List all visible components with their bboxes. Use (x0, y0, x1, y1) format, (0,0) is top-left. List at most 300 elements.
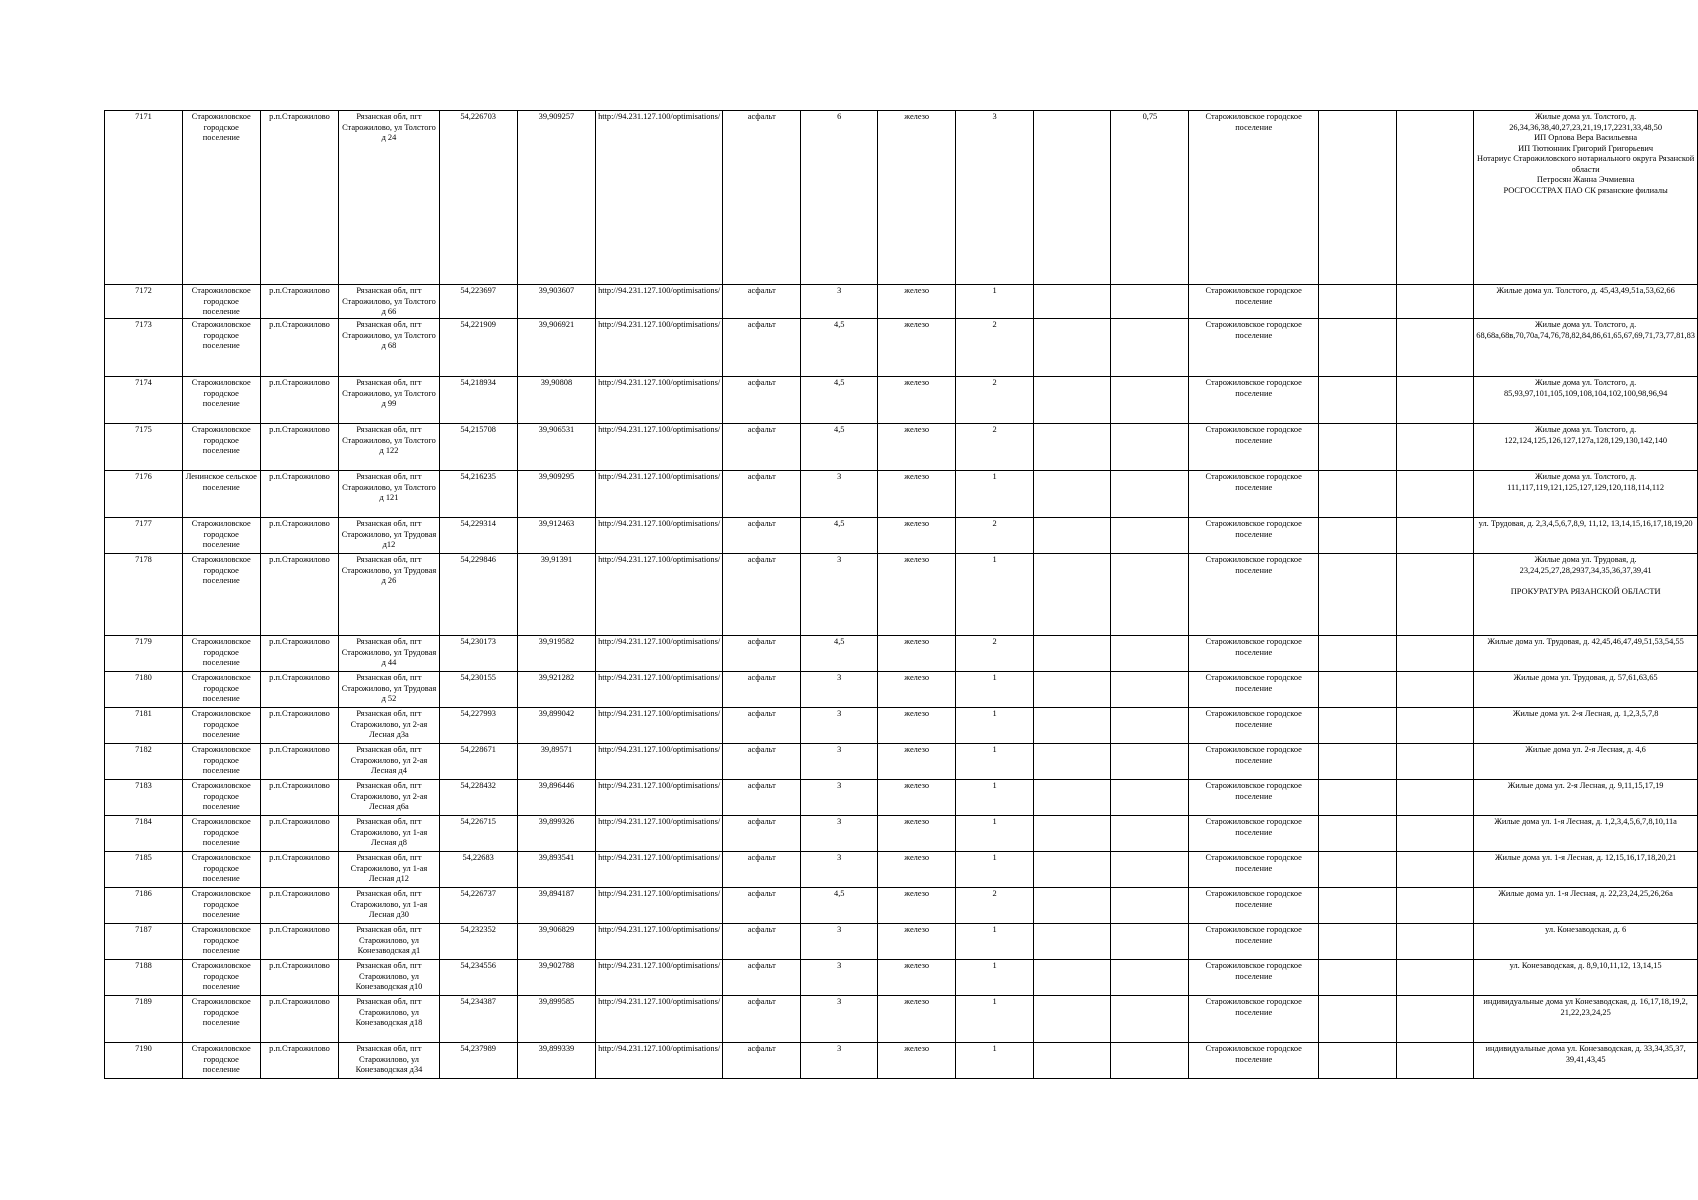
address-cell: Рязанская обл, пгт Старожилово, ул Толстого д 121 (339, 471, 439, 518)
surface-cell: асфальт (723, 377, 801, 424)
empty-cell (1396, 996, 1474, 1043)
table-row (105, 996, 1698, 1043)
empty-cell (1319, 924, 1397, 960)
address-cell: Рязанская обл, пгт Старожилово, ул Толстого д 68 (339, 319, 439, 377)
locality-cell: р.п.Старожилово (260, 518, 339, 554)
address-cell: Рязанская обл, пгт Старожилово, ул Конезаводская д1 (339, 924, 439, 960)
empty-cell (1033, 424, 1111, 471)
locality-cell: р.п.Старожилово (260, 960, 339, 996)
empty-cell (1396, 888, 1474, 924)
address-cell: Рязанская обл, пгт Старожилово, ул Толстого д 24 (339, 111, 439, 285)
table-row (105, 924, 1698, 960)
material-cell: железо (878, 319, 956, 377)
surface-cell: асфальт (723, 518, 801, 554)
table-row (105, 672, 1698, 708)
latitude-cell: 54,237989 (439, 1043, 517, 1079)
area-cell: 3 (801, 816, 878, 852)
area-cell: 4,5 (801, 888, 878, 924)
containers-count-cell: 1 (956, 708, 1034, 744)
surface-cell: асфальт (723, 471, 801, 518)
area-cell: 3 (801, 672, 878, 708)
table-row (105, 780, 1698, 816)
longitude-cell: 39,906829 (517, 924, 595, 960)
locality-cell: р.п.Старожилово (260, 672, 339, 708)
empty-cell (1319, 852, 1397, 888)
table-row (105, 888, 1698, 924)
owner-cell: Старожиловское городское поселение (1189, 636, 1319, 672)
empty-cell (1319, 780, 1397, 816)
empty-cell (1033, 319, 1111, 377)
owner-cell: Старожиловское городское поселение (1189, 960, 1319, 996)
surface-cell: асфальт (723, 816, 801, 852)
material-cell: железо (878, 554, 956, 636)
locality-cell: р.п.Старожилово (260, 554, 339, 636)
longitude-cell: 39,91391 (517, 554, 595, 636)
containers-count-cell: 1 (956, 960, 1034, 996)
waste-sources-cell: Жилые дома ул. Толстого, д. 122,124,125,126,127,127а,128,129,130,142,140 (1474, 424, 1698, 471)
locality-cell: р.п.Старожилово (260, 424, 339, 471)
material-cell: железо (878, 672, 956, 708)
url-cell: http://94.231.127.100/optimisations/ (596, 708, 723, 744)
settlement-cell: Старожиловское городское поселение (182, 960, 260, 996)
table-row (105, 816, 1698, 852)
area-cell: 3 (801, 708, 878, 744)
url-cell: http://94.231.127.100/optimisations/ (596, 1043, 723, 1079)
owner-cell: Старожиловское городское поселение (1189, 518, 1319, 554)
row-id-cell: 7173 (105, 319, 183, 377)
locality-cell: р.п.Старожилово (260, 636, 339, 672)
locality-cell: р.п.Старожилово (260, 816, 339, 852)
settlement-cell: Старожиловское городское поселение (182, 377, 260, 424)
empty-cell (1319, 672, 1397, 708)
table-row (105, 518, 1698, 554)
empty-cell (1033, 852, 1111, 888)
surface-cell: асфальт (723, 285, 801, 319)
longitude-cell: 39,90808 (517, 377, 595, 424)
waste-sources-cell: ул. Трудовая, д. 2,3,4,5,6,7,8,9, 11,12, 13,14,15,16,17,18,19,20 (1474, 518, 1698, 554)
address-cell: Рязанская обл, пгт Старожилово, ул 1-ая Лесная д30 (339, 888, 439, 924)
url-cell: http://94.231.127.100/optimisations/ (596, 424, 723, 471)
empty-cell (1396, 111, 1474, 285)
empty-cell (1319, 1043, 1397, 1079)
material-cell: железо (878, 996, 956, 1043)
url-cell: http://94.231.127.100/optimisations/ (596, 377, 723, 424)
settlement-cell: Старожиловское городское поселение (182, 319, 260, 377)
locality-cell: р.п.Старожилово (260, 1043, 339, 1079)
empty-cell (1033, 744, 1111, 780)
waste-sources-cell: Жилые дома ул. 2-я Лесная, д. 1,2,3,5,7,8 (1474, 708, 1698, 744)
empty-cell (1319, 518, 1397, 554)
longitude-cell: 39,909295 (517, 471, 595, 518)
table-row (105, 424, 1698, 471)
longitude-cell: 39,902788 (517, 960, 595, 996)
empty-cell (1033, 518, 1111, 554)
latitude-cell: 54,226715 (439, 816, 517, 852)
area-cell: 3 (801, 852, 878, 888)
surface-cell: асфальт (723, 672, 801, 708)
waste-sources-cell: Жилые дома ул. 1-я Лесная, д. 1,2,3,4,5,6,7,8,10,11а (1474, 816, 1698, 852)
row-id-cell: 7190 (105, 1043, 183, 1079)
longitude-cell: 39,906921 (517, 319, 595, 377)
latitude-cell: 54,232352 (439, 924, 517, 960)
empty-cell (1033, 708, 1111, 744)
empty-cell (1396, 960, 1474, 996)
url-cell: http://94.231.127.100/optimisations/ (596, 852, 723, 888)
waste-sources-cell: Жилые дома ул. Толстого, д. 85,93,97,101,105,109,108,104,102,100,98,96,94 (1474, 377, 1698, 424)
material-cell: железо (878, 708, 956, 744)
containers-count-cell: 1 (956, 471, 1034, 518)
owner-cell: Старожиловское городское поселение (1189, 708, 1319, 744)
row-id-cell: 7178 (105, 554, 183, 636)
area-cell: 4,5 (801, 424, 878, 471)
empty-cell (1033, 377, 1111, 424)
containers-count-cell: 2 (956, 424, 1034, 471)
settlement-cell: Старожиловское городское поселение (182, 1043, 260, 1079)
area-cell: 3 (801, 471, 878, 518)
settlement-cell: Старожиловское городское поселение (182, 285, 260, 319)
locality-cell: р.п.Старожилово (260, 111, 339, 285)
volume-cell (1111, 319, 1189, 377)
owner-cell: Старожиловское городское поселение (1189, 816, 1319, 852)
area-cell: 3 (801, 780, 878, 816)
row-id-cell: 7180 (105, 672, 183, 708)
containers-count-cell: 2 (956, 319, 1034, 377)
empty-cell (1319, 996, 1397, 1043)
surface-cell: асфальт (723, 996, 801, 1043)
row-id-cell: 7188 (105, 960, 183, 996)
settlement-cell: Старожиловское городское поселение (182, 888, 260, 924)
table-row (105, 852, 1698, 888)
surface-cell: асфальт (723, 780, 801, 816)
table-row (105, 744, 1698, 780)
empty-cell (1033, 554, 1111, 636)
latitude-cell: 54,226703 (439, 111, 517, 285)
settlement-cell: Старожиловское городское поселение (182, 111, 260, 285)
surface-cell: асфальт (723, 708, 801, 744)
waste-sources-cell: Жилые дома ул. Толстого, д. 68,68а,68в,70,70а,74,76,78,82,84,86,61,65,67,69,71,73,77,81,83 (1474, 319, 1698, 377)
containers-count-cell: 1 (956, 285, 1034, 319)
volume-cell (1111, 708, 1189, 744)
url-cell: http://94.231.127.100/optimisations/ (596, 816, 723, 852)
empty-cell (1319, 424, 1397, 471)
url-cell: http://94.231.127.100/optimisations/ (596, 960, 723, 996)
address-cell: Рязанская обл, пгт Старожилово, ул 2-ая Лесная д3а (339, 708, 439, 744)
table-row (105, 708, 1698, 744)
longitude-cell: 39,899339 (517, 1043, 595, 1079)
empty-cell (1319, 111, 1397, 285)
owner-cell: Старожиловское городское поселение (1189, 424, 1319, 471)
containers-count-cell: 2 (956, 518, 1034, 554)
empty-cell (1396, 780, 1474, 816)
table-row (105, 1043, 1698, 1079)
locality-cell: р.п.Старожилово (260, 744, 339, 780)
volume-cell (1111, 924, 1189, 960)
row-id-cell: 7172 (105, 285, 183, 319)
latitude-cell: 54,223697 (439, 285, 517, 319)
locality-cell: р.п.Старожилово (260, 319, 339, 377)
row-id-cell: 7184 (105, 816, 183, 852)
settlement-cell: Старожиловское городское поселение (182, 518, 260, 554)
material-cell: железо (878, 1043, 956, 1079)
settlement-cell: Старожиловское городское поселение (182, 780, 260, 816)
address-cell: Рязанская обл, пгт Старожилово, ул 1-ая Лесная д8 (339, 816, 439, 852)
empty-cell (1033, 816, 1111, 852)
row-id-cell: 7174 (105, 377, 183, 424)
material-cell: железо (878, 924, 956, 960)
surface-cell: асфальт (723, 744, 801, 780)
longitude-cell: 39,893541 (517, 852, 595, 888)
settlement-cell: Старожиловское городское поселение (182, 852, 260, 888)
material-cell: железо (878, 285, 956, 319)
empty-cell (1396, 708, 1474, 744)
empty-cell (1396, 1043, 1474, 1079)
containers-count-cell: 1 (956, 672, 1034, 708)
surface-cell: асфальт (723, 960, 801, 996)
empty-cell (1396, 816, 1474, 852)
volume-cell (1111, 518, 1189, 554)
url-cell: http://94.231.127.100/optimisations/ (596, 780, 723, 816)
waste-sources-cell: индивидуальные дома ул. Конезаводская, д. 33,34,35,37, 39,41,43,45 (1474, 1043, 1698, 1079)
empty-cell (1319, 636, 1397, 672)
owner-cell: Старожиловское городское поселение (1189, 1043, 1319, 1079)
table-row (105, 111, 1698, 285)
waste-sources-cell: Жилые дома ул. Трудовая, д. 42,45,46,47,49,51,53,54,55 (1474, 636, 1698, 672)
latitude-cell: 54,229846 (439, 554, 517, 636)
latitude-cell: 54,215708 (439, 424, 517, 471)
volume-cell (1111, 816, 1189, 852)
volume-cell (1111, 888, 1189, 924)
row-id-cell: 7175 (105, 424, 183, 471)
material-cell: железо (878, 424, 956, 471)
url-cell: http://94.231.127.100/optimisations/ (596, 744, 723, 780)
containers-count-cell: 2 (956, 636, 1034, 672)
empty-cell (1033, 111, 1111, 285)
longitude-cell: 39,89571 (517, 744, 595, 780)
area-cell: 3 (801, 554, 878, 636)
containers-count-cell: 1 (956, 744, 1034, 780)
address-cell: Рязанская обл, пгт Старожилово, ул Толстого д 122 (339, 424, 439, 471)
empty-cell (1319, 708, 1397, 744)
volume-cell (1111, 471, 1189, 518)
url-cell: http://94.231.127.100/optimisations/ (596, 636, 723, 672)
material-cell: железо (878, 518, 956, 554)
waste-sources-cell: индивидуальные дома ул Конезаводская, д. 16,17,18,19,2, 21,22,23,24,25 (1474, 996, 1698, 1043)
latitude-cell: 54,226737 (439, 888, 517, 924)
longitude-cell: 39,899042 (517, 708, 595, 744)
latitude-cell: 54,230155 (439, 672, 517, 708)
address-cell: Рязанская обл, пгт Старожилово, ул Толстого д 66 (339, 285, 439, 319)
longitude-cell: 39,894187 (517, 888, 595, 924)
url-cell: http://94.231.127.100/optimisations/ (596, 285, 723, 319)
containers-count-cell: 1 (956, 996, 1034, 1043)
waste-sources-cell: Жилые дома ул. Толстого, д. 45,43,49,51а,53,62,66 (1474, 285, 1698, 319)
waste-sources-cell: Жилые дома ул. 2-я Лесная, д. 9,11,15,17,19 (1474, 780, 1698, 816)
empty-cell (1033, 636, 1111, 672)
waste-sources-cell: Жилые дома ул. 1-я Лесная, д. 22,23,24,25,26,26а (1474, 888, 1698, 924)
empty-cell (1033, 672, 1111, 708)
latitude-cell: 54,216235 (439, 471, 517, 518)
row-id-cell: 7181 (105, 708, 183, 744)
material-cell: железо (878, 744, 956, 780)
owner-cell: Старожиловское городское поселение (1189, 471, 1319, 518)
locality-cell: р.п.Старожилово (260, 285, 339, 319)
owner-cell: Старожиловское городское поселение (1189, 996, 1319, 1043)
area-cell: 4,5 (801, 319, 878, 377)
empty-cell (1396, 924, 1474, 960)
row-id-cell: 7186 (105, 888, 183, 924)
owner-cell: Старожиловское городское поселение (1189, 672, 1319, 708)
empty-cell (1396, 285, 1474, 319)
longitude-cell: 39,896446 (517, 780, 595, 816)
containers-count-cell: 2 (956, 377, 1034, 424)
url-cell: http://94.231.127.100/optimisations/ (596, 319, 723, 377)
volume-cell (1111, 636, 1189, 672)
latitude-cell: 54,230173 (439, 636, 517, 672)
empty-cell (1033, 924, 1111, 960)
area-cell: 3 (801, 960, 878, 996)
containers-count-cell: 1 (956, 554, 1034, 636)
owner-cell: Старожиловское городское поселение (1189, 319, 1319, 377)
latitude-cell: 54,228432 (439, 780, 517, 816)
address-cell: Рязанская обл, пгт Старожилово, ул 2-ая Лесная д4 (339, 744, 439, 780)
containers-count-cell: 1 (956, 816, 1034, 852)
row-id-cell: 7189 (105, 996, 183, 1043)
area-cell: 3 (801, 924, 878, 960)
waste-sources-cell: Жилые дома ул. 1-я Лесная, д. 12,15,16,17,18,20,21 (1474, 852, 1698, 888)
area-cell: 6 (801, 111, 878, 285)
latitude-cell: 54,228671 (439, 744, 517, 780)
longitude-cell: 39,919582 (517, 636, 595, 672)
owner-cell: Старожиловское городское поселение (1189, 285, 1319, 319)
url-cell: http://94.231.127.100/optimisations/ (596, 111, 723, 285)
area-cell: 3 (801, 285, 878, 319)
settlement-cell: Старожиловское городское поселение (182, 672, 260, 708)
containers-count-cell: 3 (956, 111, 1034, 285)
volume-cell (1111, 1043, 1189, 1079)
surface-cell: асфальт (723, 319, 801, 377)
surface-cell: асфальт (723, 888, 801, 924)
table-row (105, 636, 1698, 672)
container-sites-table (104, 110, 1698, 1079)
empty-cell (1396, 554, 1474, 636)
empty-cell (1396, 518, 1474, 554)
volume-cell (1111, 996, 1189, 1043)
containers-count-cell: 2 (956, 888, 1034, 924)
locality-cell: р.п.Старожилово (260, 924, 339, 960)
latitude-cell: 54,218934 (439, 377, 517, 424)
table-row (105, 960, 1698, 996)
empty-cell (1396, 636, 1474, 672)
containers-count-cell: 1 (956, 924, 1034, 960)
locality-cell: р.п.Старожилово (260, 708, 339, 744)
settlement-cell: Старожиловское городское поселение (182, 424, 260, 471)
address-cell: Рязанская обл, пгт Старожилово, ул Конезаводская д18 (339, 996, 439, 1043)
waste-sources-cell: Жилые дома ул. Трудовая, д. 23,24,25,27,28,2937,34,35,36,37,39,41 ПРОКУРАТУРА РЯЗАНСКОЙ ОБЛАСТИ (1474, 554, 1698, 636)
empty-cell (1396, 471, 1474, 518)
url-cell: http://94.231.127.100/optimisations/ (596, 518, 723, 554)
area-cell: 4,5 (801, 636, 878, 672)
row-id-cell: 7171 (105, 111, 183, 285)
empty-cell (1033, 285, 1111, 319)
address-cell: Рязанская обл, пгт Старожилово, ул Конезаводская д34 (339, 1043, 439, 1079)
latitude-cell: 54,227993 (439, 708, 517, 744)
empty-cell (1033, 888, 1111, 924)
locality-cell: р.п.Старожилово (260, 852, 339, 888)
table-row (105, 319, 1698, 377)
row-id-cell: 7179 (105, 636, 183, 672)
table-body (105, 111, 1698, 1079)
locality-cell: р.п.Старожилово (260, 996, 339, 1043)
volume-cell (1111, 377, 1189, 424)
containers-count-cell: 1 (956, 780, 1034, 816)
surface-cell: асфальт (723, 924, 801, 960)
latitude-cell: 54,234556 (439, 960, 517, 996)
volume-cell (1111, 672, 1189, 708)
table-row (105, 377, 1698, 424)
latitude-cell: 54,22683 (439, 852, 517, 888)
row-id-cell: 7185 (105, 852, 183, 888)
surface-cell: асфальт (723, 852, 801, 888)
locality-cell: р.п.Старожилово (260, 780, 339, 816)
address-cell: Рязанская обл, пгт Старожилово, ул Трудовая д 52 (339, 672, 439, 708)
row-id-cell: 7187 (105, 924, 183, 960)
area-cell: 4,5 (801, 377, 878, 424)
latitude-cell: 54,229314 (439, 518, 517, 554)
material-cell: железо (878, 636, 956, 672)
area-cell: 3 (801, 996, 878, 1043)
empty-cell (1319, 377, 1397, 424)
url-cell: http://94.231.127.100/optimisations/ (596, 996, 723, 1043)
row-id-cell: 7182 (105, 744, 183, 780)
owner-cell: Старожиловское городское поселение (1189, 744, 1319, 780)
row-id-cell: 7176 (105, 471, 183, 518)
empty-cell (1319, 888, 1397, 924)
settlement-cell: Старожиловское городское поселение (182, 744, 260, 780)
owner-cell: Старожиловское городское поселение (1189, 888, 1319, 924)
owner-cell: Старожиловское городское поселение (1189, 377, 1319, 424)
waste-sources-cell: Жилые дома ул. Толстого, д. 111,117,119,121,125,127,129,120,118,114,112 (1474, 471, 1698, 518)
owner-cell: Старожиловское городское поселение (1189, 111, 1319, 285)
material-cell: железо (878, 888, 956, 924)
url-cell: http://94.231.127.100/optimisations/ (596, 471, 723, 518)
empty-cell (1396, 319, 1474, 377)
containers-count-cell: 1 (956, 1043, 1034, 1079)
surface-cell: асфальт (723, 111, 801, 285)
empty-cell (1033, 471, 1111, 518)
material-cell: железо (878, 471, 956, 518)
empty-cell (1319, 285, 1397, 319)
locality-cell: р.п.Старожилово (260, 377, 339, 424)
locality-cell: р.п.Старожилово (260, 888, 339, 924)
material-cell: железо (878, 960, 956, 996)
area-cell: 3 (801, 744, 878, 780)
material-cell: железо (878, 111, 956, 285)
empty-cell (1396, 852, 1474, 888)
address-cell: Рязанская обл, пгт Старожилово, ул Конезаводская д10 (339, 960, 439, 996)
empty-cell (1396, 424, 1474, 471)
locality-cell: р.п.Старожилово (260, 471, 339, 518)
area-cell: 4,5 (801, 518, 878, 554)
url-cell: http://94.231.127.100/optimisations/ (596, 672, 723, 708)
table-row (105, 471, 1698, 518)
empty-cell (1319, 744, 1397, 780)
address-cell: Рязанская обл, пгт Старожилово, ул Трудовая д12 (339, 518, 439, 554)
table-row (105, 554, 1698, 636)
empty-cell (1319, 319, 1397, 377)
volume-cell (1111, 852, 1189, 888)
material-cell: железо (878, 852, 956, 888)
owner-cell: Старожиловское городское поселение (1189, 780, 1319, 816)
